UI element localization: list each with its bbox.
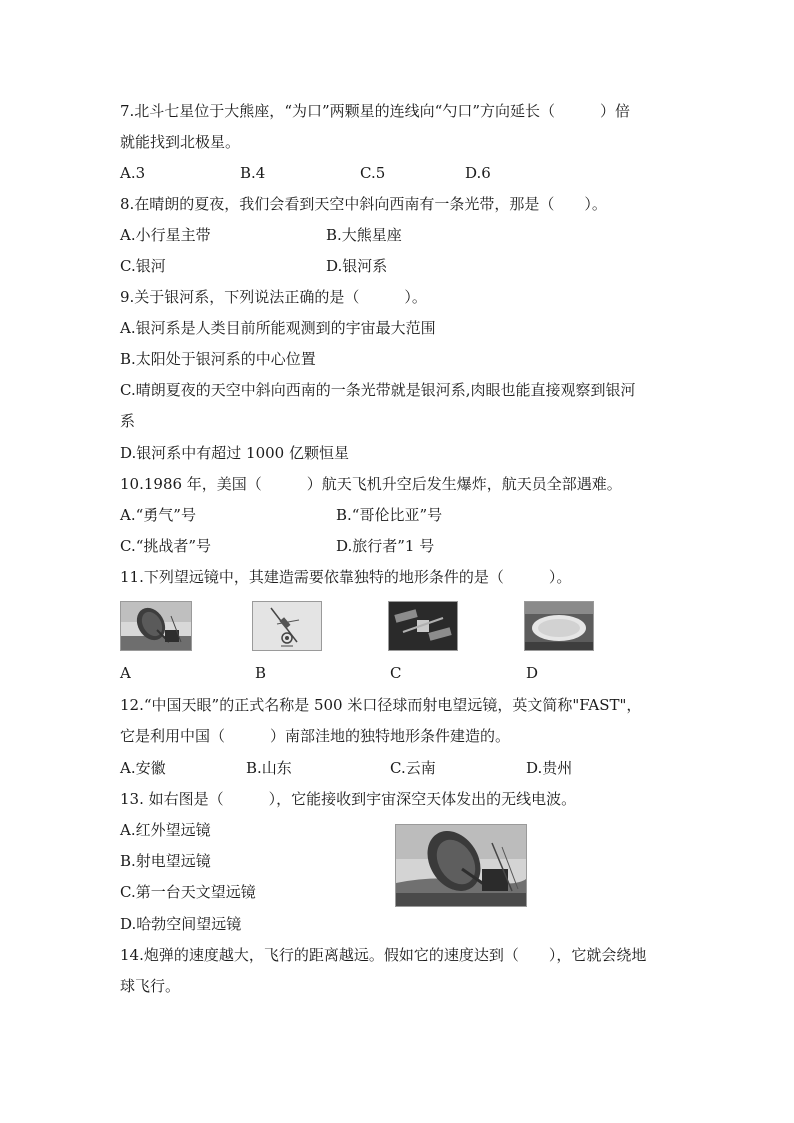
q8-option-d: D.银河系 bbox=[326, 257, 388, 275]
q7-option-c: C.5 bbox=[360, 164, 386, 182]
q7-option-b: B.4 bbox=[240, 164, 266, 182]
q13-image-radio-telescope bbox=[395, 824, 527, 907]
q11-image-a-radio-dish bbox=[120, 601, 192, 651]
q8-option-a: A.小行星主带 bbox=[120, 226, 211, 244]
q11-image-d-fast-telescope bbox=[524, 601, 594, 651]
q10-option-a: A.“勇气”号 bbox=[120, 506, 196, 524]
q7-stem-line1: 7.北斗七星位于大熊座，“为口”两颗星的连线向“勺口”方向延长（ ）倍 bbox=[120, 102, 630, 120]
q7-stem-line2: 就能找到北极星。 bbox=[120, 133, 241, 151]
q12-option-c: C.云南 bbox=[390, 759, 436, 777]
q13-option-d: D.哈勃空间望远镜 bbox=[120, 915, 242, 933]
q11-label-a: A bbox=[120, 664, 131, 682]
q9-option-c-line1: C.晴朗夏夜的天空中斜向西南的一条光带就是银河系,肉眼也能直接观察到银河 bbox=[120, 381, 636, 399]
q7-option-d: D.6 bbox=[465, 164, 491, 182]
q12-stem-line1: 12.“中国天眼”的正式名称是 500 米口径球而射电望远镜，英文简称"FAST"， bbox=[120, 696, 642, 714]
q12-option-a: A.安徽 bbox=[120, 759, 166, 777]
q13-option-c: C.第一台天文望远镜 bbox=[120, 883, 256, 901]
q11-label-d: D bbox=[526, 664, 539, 682]
q13-stem: 13. 如右图是（ ），它能接收到宇宙深空天体发出的无线电波。 bbox=[120, 790, 577, 808]
q13-option-a: A.红外望远镜 bbox=[120, 821, 211, 839]
q14-stem-line2: 球飞行。 bbox=[120, 977, 181, 995]
q14-stem-line1: 14.炮弹的速度越大，飞行的距离越远。假如它的速度达到（ ），它就会绕地 bbox=[120, 946, 647, 964]
q9-option-c-line2: 系 bbox=[120, 412, 136, 430]
q11-label-b: B bbox=[255, 664, 267, 682]
q9-option-b: B.太阳处于银河系的中心位置 bbox=[120, 350, 316, 368]
q13-option-b: B.射电望远镜 bbox=[120, 852, 211, 870]
q8-stem: 8.在晴朗的夏夜，我们会看到天空中斜向西南有一条光带，那是（ ）。 bbox=[120, 195, 607, 213]
q12-stem-line2: 它是利用中国（ ）南部洼地的独特地形条件建造的。 bbox=[120, 727, 511, 745]
q10-option-d: D.旅行者”1 号 bbox=[336, 537, 435, 555]
q9-stem: 9.关于银河系，下列说法正确的是（ ）。 bbox=[120, 288, 427, 306]
q10-stem: 10.1986 年，美国（ ）航天飞机升空后发生爆炸，航天员全部遇难。 bbox=[120, 475, 622, 493]
q10-option-b: B.“哥伦比亚”号 bbox=[336, 506, 443, 524]
q12-option-d: D.贵州 bbox=[526, 759, 573, 777]
q11-stem: 11.下列望远镜中，其建造需要依靠独特的地形条件的是（ ）。 bbox=[120, 568, 572, 586]
q12-option-b: B.山东 bbox=[246, 759, 292, 777]
q7-option-a: A.3 bbox=[120, 164, 146, 182]
q11-image-b-space-telescope bbox=[252, 601, 322, 651]
q8-option-b: B.大熊星座 bbox=[326, 226, 402, 244]
q8-option-c: C.银河 bbox=[120, 257, 166, 275]
q9-option-a: A.银河系是人类目前所能观测到的宇宙最大范围 bbox=[120, 319, 436, 337]
q11-label-c: C bbox=[390, 664, 402, 682]
q11-image-c-space-station bbox=[388, 601, 458, 651]
q10-option-c: C.“挑战者”号 bbox=[120, 537, 212, 555]
q9-option-d: D.银河系中有超过 1000 亿颗恒星 bbox=[120, 444, 349, 462]
